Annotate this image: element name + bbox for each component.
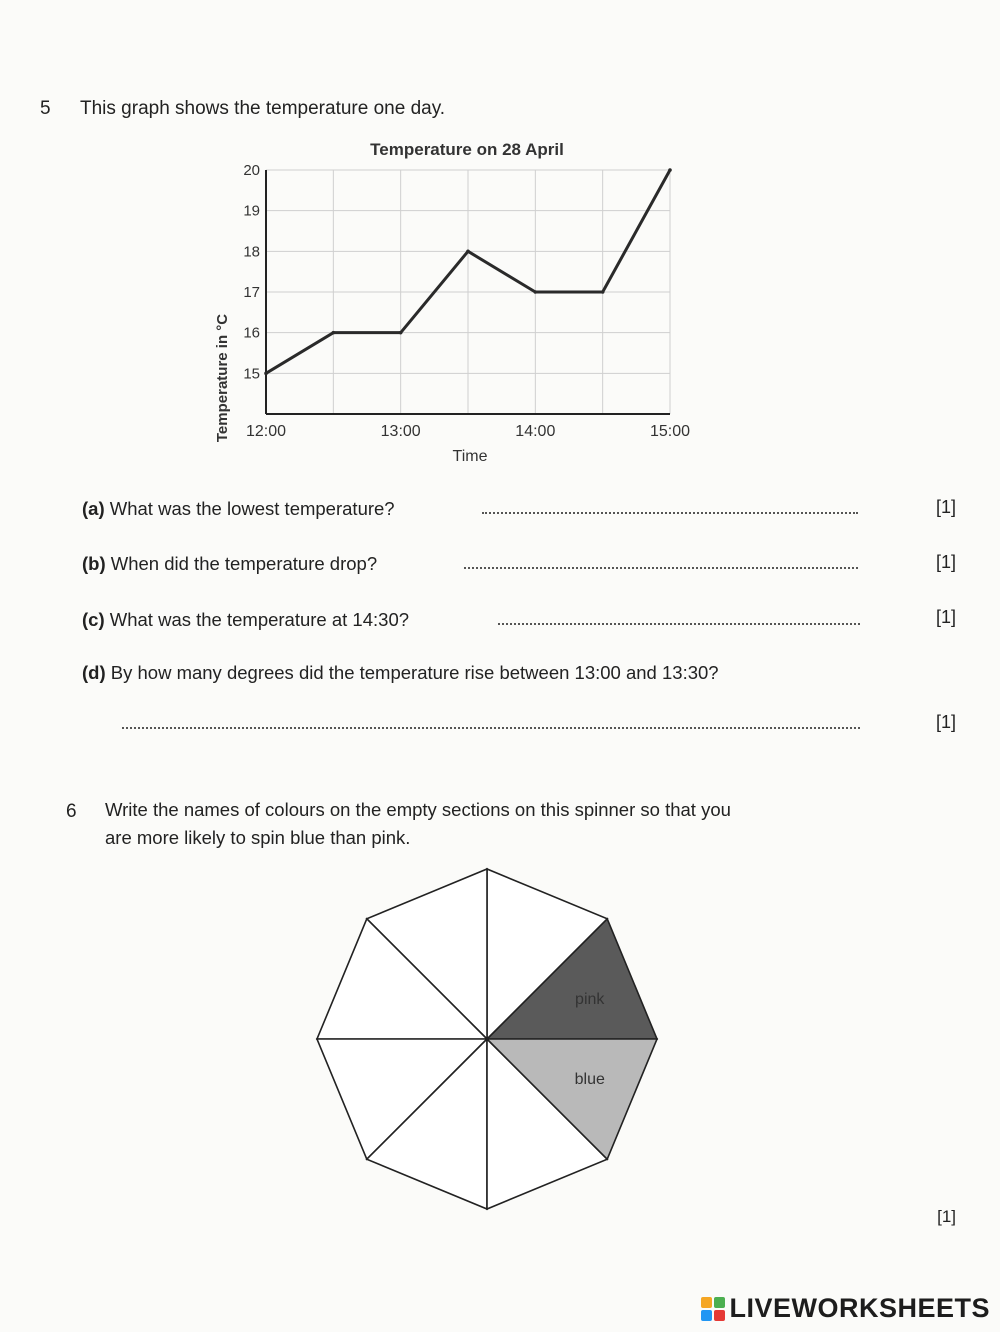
part-a (82, 498, 395, 520)
data-point (534, 290, 538, 294)
logo-square (701, 1310, 712, 1321)
question-5-text: This graph shows the temperature one day. (80, 98, 446, 119)
part-b (82, 553, 377, 575)
answer-line-a[interactable] (482, 512, 858, 514)
mark-b: [1] (935, 552, 956, 572)
part-b-text: When did the temperature drop? (110, 553, 378, 574)
part-a-letter: (a) (82, 498, 105, 519)
part-b-letter: (b) (82, 553, 106, 574)
y-axis-label: Temperature in °C (214, 313, 231, 443)
data-point (466, 250, 470, 254)
logo-square (701, 1297, 712, 1308)
data-point (601, 290, 605, 294)
x-tick-label: 12:00 (245, 423, 287, 440)
data-point (264, 372, 268, 376)
spinner-label-pink: pink (575, 990, 605, 1008)
mark-d: [1] (935, 712, 956, 732)
data-point (332, 331, 336, 335)
answer-line-c[interactable] (498, 623, 860, 625)
question-6-line1: Write the names of colours on the empty sections on this spinner so that you (105, 799, 731, 820)
part-c-text: What was the temperature at 14:30? (109, 609, 410, 630)
answer-line-d[interactable] (122, 727, 860, 729)
y-tick-label: 19 (243, 202, 260, 220)
x-tick-label: 15:00 (649, 423, 691, 440)
temperature-chart (200, 130, 720, 475)
part-c (82, 609, 409, 631)
part-c-letter: (c) (82, 609, 105, 630)
y-tick-label: 17 (243, 284, 260, 301)
mark-q6: [1] (937, 1207, 956, 1226)
x-tick-labels (246, 423, 690, 440)
part-d-letter: (d) (82, 662, 106, 683)
data-point (399, 331, 403, 335)
mark-c: [1] (935, 607, 956, 627)
spinner (310, 862, 670, 1222)
logo-grid-icon (701, 1297, 725, 1321)
part-d-text: By how many degrees did the temperature rise between 13:00 and 13:30? (110, 662, 719, 683)
question-5-number: 5 (40, 98, 51, 119)
y-tick-label: 15 (243, 365, 260, 383)
chart-title: Temperature on 28 April (370, 140, 564, 159)
y-tick-labels (243, 162, 260, 382)
chart-grid (266, 170, 670, 414)
x-tick-label: 13:00 (380, 423, 421, 440)
mark-a: [1] (935, 497, 956, 517)
liveworksheets-logo (701, 1293, 990, 1324)
y-tick-label: 16 (243, 324, 260, 342)
answer-line-b[interactable] (464, 567, 858, 569)
spinner-sections (317, 869, 657, 1209)
spinner-label-blue: blue (574, 1071, 605, 1089)
part-a-text: What was the lowest temperature? (109, 498, 395, 519)
part-d (82, 662, 719, 684)
logo-square (714, 1297, 725, 1308)
y-tick-label: 18 (243, 243, 260, 261)
x-axis-label: Time (452, 448, 488, 465)
logo-square (714, 1310, 725, 1321)
data-point (668, 168, 672, 172)
brand-name: LIVEWORKSHEETS (729, 1293, 990, 1323)
question-6-number: 6 (66, 801, 77, 822)
x-tick-label: 14:00 (515, 423, 556, 440)
question-6-line2: are more likely to spin blue than pink. (105, 827, 411, 848)
y-tick-label: 20 (243, 162, 260, 179)
